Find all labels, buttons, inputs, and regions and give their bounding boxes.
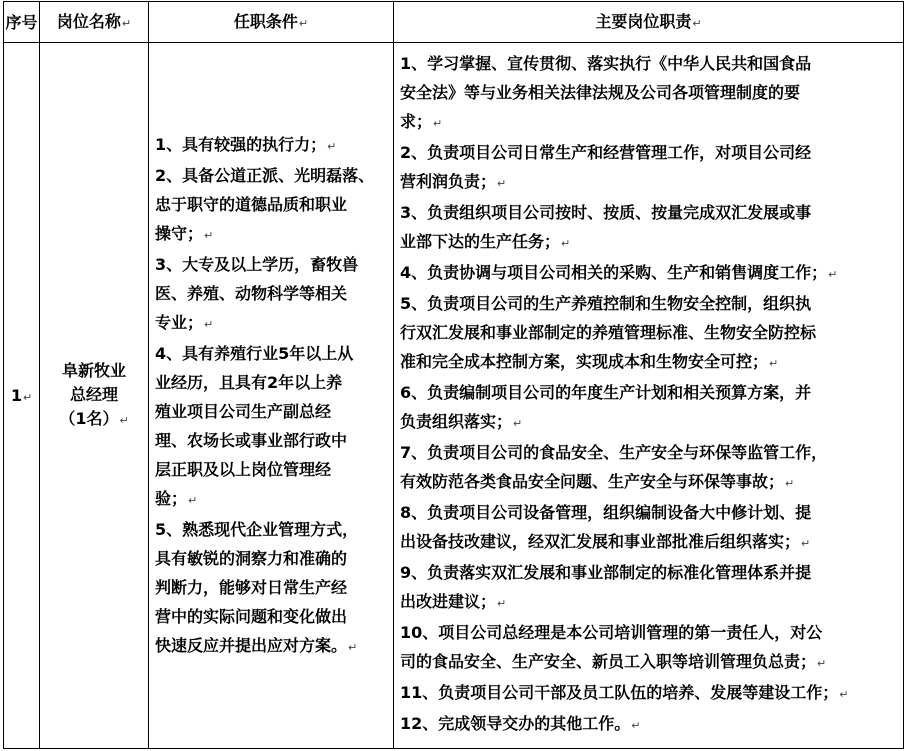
requirement-line — [155, 515, 389, 544]
duty-line-text: 有效防范各类食品安全问题、生产安全与环保等事故； — [400, 472, 785, 491]
requirement-line-text: 医、养殖、动物科学等相关 — [155, 283, 348, 303]
duty-line-text: 业部下达的生产任务； — [400, 232, 561, 251]
row-no: 1 — [10, 386, 22, 405]
requirement-line — [155, 250, 389, 279]
requirement-line — [155, 190, 389, 219]
duty-line: 12、完成领导交办的其他工作。↵ — [400, 714, 641, 733]
duty-line-text: 行双汇发展和事业部制定的养殖管理标准、生物安全防控标 — [400, 323, 817, 342]
header-name-text: 岗位名称 — [56, 11, 121, 31]
duty-line-text: 出设备技改建议，经双汇发展和事业部批准后组织落实； — [400, 532, 801, 551]
duty-line — [400, 78, 899, 107]
duty-line: 准和完全成本控制方案，实现成本和生物安全可控；↵ — [400, 352, 779, 371]
duty-line: 求；↵ — [400, 112, 443, 131]
duty-line — [400, 378, 899, 407]
duty-line-text: 1、学习掌握、宣传贯彻、落实执行《中华人民共和国食品 — [400, 54, 812, 73]
requirement-line — [155, 279, 389, 308]
duty-line-text: 9、负责落实双汇发展和事业部制定的标准化管理体系并提 — [400, 563, 812, 582]
duty-line: 有效防范各类食品安全问题、生产安全与环保等事故；↵ — [400, 472, 795, 491]
duty-line-text: 10、项目公司总经理是本公司培训管理的第一责任人，对公 — [400, 623, 823, 642]
duty-line-text: 7、负责项目公司的食品安全、生产安全与环保等监管工作， — [400, 443, 828, 462]
header-no-text: 序号 — [5, 12, 38, 32]
requirement-line — [155, 455, 389, 484]
requirement-line — [155, 339, 389, 368]
requirement-line — [155, 368, 389, 397]
duty-line-text: 出改进建议； — [400, 592, 497, 611]
position-line: 阜新牧业 — [61, 360, 126, 380]
duty-line-text: 准和完全成本控制方案，实现成本和生物安全可控； — [400, 352, 769, 371]
requirement-line-text: 业经历，且具有2年以上养 — [155, 372, 343, 392]
header-duties-text: 主要岗位职责 — [595, 11, 692, 31]
duty-line: 4、负责协调与项目公司相关的采购、生产和销售调度工作；↵ — [400, 263, 838, 282]
position-line: （1名）↵ — [59, 408, 129, 428]
duty-line — [400, 318, 899, 347]
requirement-line — [155, 602, 389, 631]
duty-line: 负责组织落实；↵ — [400, 412, 523, 431]
position-line-text: （1名） — [59, 408, 119, 428]
requirement-line-text: 理、农场长或事业部行政中 — [155, 430, 348, 450]
requirement-line-text: 4、具有养殖行业5年以上从 — [155, 343, 354, 363]
requirement-line-text: 营中的实际问题和变化做出 — [155, 606, 348, 626]
requirement-line: 专业；↵ — [155, 312, 214, 332]
header-requirements-text: 任职条件 — [233, 11, 298, 31]
duty-line: 出改进建议；↵ — [400, 592, 507, 611]
table-row — [4, 43, 904, 749]
duty-line-text: 11、负责项目公司干部及员工队伍的培养、发展等建设工作； — [400, 683, 839, 702]
requirement-line: 1、具有较强的执行力；↵ — [155, 134, 337, 154]
job-table — [3, 1, 904, 749]
requirement-line-text: 操守； — [155, 223, 204, 243]
duties-cell — [394, 43, 904, 749]
requirements-cell — [149, 43, 394, 749]
requirement-line-text: 专业； — [155, 312, 204, 332]
duty-line — [400, 498, 899, 527]
duty-line-text: 3、负责组织项目公司按时、按质、按量完成双汇发展或事 — [400, 203, 812, 222]
header-requirements: 任职条件↵ — [149, 2, 394, 43]
duty-line-text: 营利润负责； — [400, 172, 497, 191]
duty-line: 出设备技改建议，经双汇发展和事业部批准后组织落实；↵ — [400, 532, 811, 551]
requirement-line-text: 殖业项目公司生产副总经 — [155, 401, 332, 421]
duty-line-text: 8、负责项目公司设备管理，组织编制设备大中修计划、提 — [400, 503, 812, 522]
duty-line-text: 安全法》等与业务相关法律法规及公司各项管理制度的要 — [400, 83, 801, 102]
duty-line-text: 5、负责项目公司的生产养殖控制和生物安全控制，组织执 — [400, 294, 812, 313]
requirement-line-text: 快速反应并提出应对方案。 — [155, 635, 348, 655]
requirement-line: 操守；↵ — [155, 223, 214, 243]
header-no — [4, 2, 40, 43]
duty-line-text: 12、完成领导交办的其他工作。 — [400, 714, 631, 733]
duty-line: 司的食品安全、生产安全、新员工入职等培训管理负总责；↵ — [400, 652, 827, 671]
row-no-cell: 1↵ — [4, 43, 40, 749]
requirement-line — [155, 544, 389, 573]
requirement-line-text: 验； — [155, 488, 188, 508]
requirement-line — [155, 426, 389, 455]
requirement-line — [155, 397, 389, 426]
duty-line — [400, 138, 899, 167]
requirement-line-text: 1、具有较强的执行力； — [155, 134, 327, 154]
duty-line: 营利润负责；↵ — [400, 172, 507, 191]
duty-line — [400, 558, 899, 587]
header-name: 岗位名称↵ — [40, 2, 149, 43]
requirement-line: 验；↵ — [155, 488, 198, 508]
requirement-line-text: 具有敏锐的洞察力和准确的 — [155, 548, 348, 568]
requirement-line-text: 层正职及以上岗位管理经 — [155, 459, 332, 479]
requirement-line-text: 忠于职守的道德品质和职业 — [155, 194, 348, 214]
duty-line-text: 6、负责编制项目公司的年度生产计划和相关预算方案，并 — [400, 383, 812, 402]
header-duties: 主要岗位职责↵ — [394, 2, 904, 43]
requirement-line-text: 5、熟悉现代企业管理方式， — [155, 519, 359, 539]
duty-line — [400, 618, 899, 647]
requirement-line: 快速反应并提出应对方案。↵ — [155, 635, 358, 655]
duty-line — [400, 49, 899, 78]
position-cell — [40, 43, 149, 749]
duty-line — [400, 198, 899, 227]
duty-line: 11、负责项目公司干部及员工队伍的培养、发展等建设工作；↵ — [400, 683, 849, 702]
duty-line — [400, 438, 899, 467]
requirement-line-text: 判断力，能够对日常生产经 — [155, 577, 348, 597]
requirement-line-text: 2、具备公道正派、光明磊落、 — [155, 165, 375, 185]
duty-line-text: 负责组织落实； — [400, 412, 513, 431]
requirement-line — [155, 573, 389, 602]
duty-line — [400, 289, 899, 318]
duty-line-text: 求； — [400, 112, 433, 131]
position-line: 总经理 — [69, 384, 118, 404]
duty-line-text: 司的食品安全、生产安全、新员工入职等培训管理负总责； — [400, 652, 817, 671]
requirement-line — [155, 161, 389, 190]
header-row — [4, 2, 904, 43]
requirement-line-text: 3、大专及以上学历，畜牧兽 — [155, 254, 359, 274]
duty-line-text: 2、负责项目公司日常生产和经营管理工作，对项目公司经 — [400, 143, 812, 162]
duty-line: 业部下达的生产任务；↵ — [400, 232, 571, 251]
duty-line-text: 4、负责协调与项目公司相关的采购、生产和销售调度工作； — [400, 263, 828, 282]
